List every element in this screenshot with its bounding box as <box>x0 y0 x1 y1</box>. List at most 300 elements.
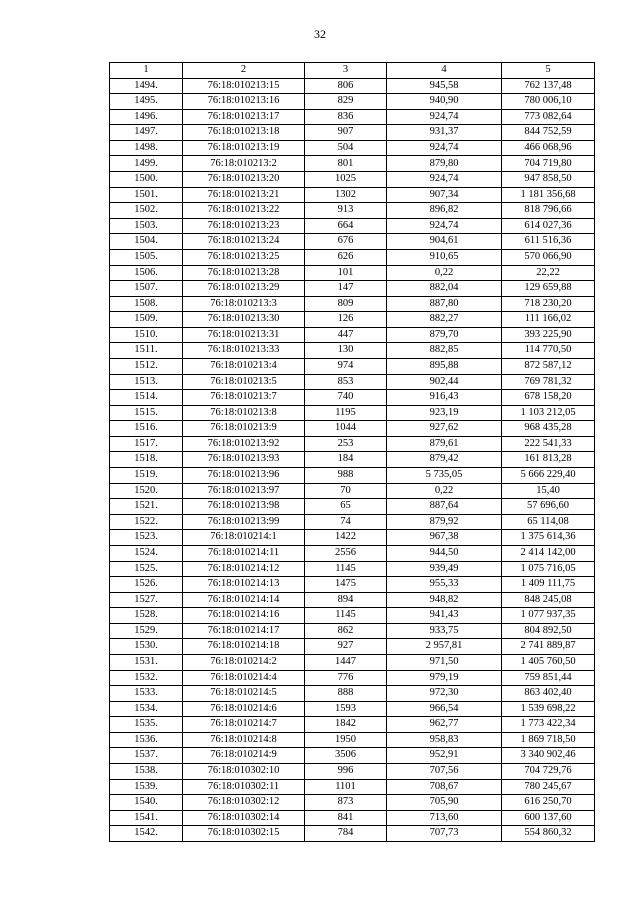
row-number-cell: 1540. <box>110 795 183 811</box>
row-number-cell: 1529. <box>110 623 183 639</box>
value-cell: 704 719,80 <box>502 156 595 172</box>
value-cell: 762 137,48 <box>502 78 595 94</box>
value-cell: 818 796,66 <box>502 203 595 219</box>
cadastral-number-cell: 76:18:010214:1 <box>183 530 305 546</box>
area-cell: 147 <box>305 281 387 297</box>
cadastral-number-cell: 76:18:010213:17 <box>183 109 305 125</box>
area-cell: 907 <box>305 125 387 141</box>
value-cell: 780 006,10 <box>502 94 595 110</box>
rate-cell: 907,34 <box>387 187 502 203</box>
area-cell: 626 <box>305 249 387 265</box>
row-number-cell: 1517. <box>110 436 183 452</box>
value-cell: 5 666 229,40 <box>502 468 595 484</box>
table-row <box>110 608 595 624</box>
table-row <box>110 327 595 343</box>
value-cell: 780 245,67 <box>502 779 595 795</box>
row-number-cell: 1531. <box>110 654 183 670</box>
table-row <box>110 187 595 203</box>
area-cell: 873 <box>305 795 387 811</box>
rate-cell: 940,90 <box>387 94 502 110</box>
rate-cell: 927,62 <box>387 421 502 437</box>
rate-cell: 0,22 <box>387 483 502 499</box>
cadastral-number-cell: 76:18:010213:5 <box>183 374 305 390</box>
data-table <box>109 62 595 842</box>
table-row <box>110 452 595 468</box>
value-cell: 1 869 718,50 <box>502 732 595 748</box>
value-cell: 769 781,32 <box>502 374 595 390</box>
rate-cell: 923,19 <box>387 405 502 421</box>
cadastral-number-cell: 76:18:010214:4 <box>183 670 305 686</box>
area-cell: 253 <box>305 436 387 452</box>
value-cell: 863 402,40 <box>502 686 595 702</box>
row-number-cell: 1501. <box>110 187 183 203</box>
row-number-cell: 1505. <box>110 249 183 265</box>
cadastral-number-cell: 76:18:010213:33 <box>183 343 305 359</box>
area-cell: 1950 <box>305 732 387 748</box>
area-cell: 1422 <box>305 530 387 546</box>
row-number-cell: 1515. <box>110 405 183 421</box>
cadastral-number-cell: 76:18:010213:15 <box>183 78 305 94</box>
cadastral-number-cell: 76:18:010213:21 <box>183 187 305 203</box>
rate-cell: 0,22 <box>387 265 502 281</box>
area-cell: 1195 <box>305 405 387 421</box>
rate-cell: 916,43 <box>387 390 502 406</box>
table-row <box>110 530 595 546</box>
cadastral-number-cell: 76:18:010302:14 <box>183 810 305 826</box>
area-cell: 740 <box>305 390 387 406</box>
row-number-cell: 1537. <box>110 748 183 764</box>
row-number-cell: 1541. <box>110 810 183 826</box>
row-number-cell: 1524. <box>110 545 183 561</box>
rate-cell: 979,19 <box>387 670 502 686</box>
row-number-cell: 1497. <box>110 125 183 141</box>
table-row <box>110 561 595 577</box>
cadastral-number-cell: 76:18:010214:8 <box>183 732 305 748</box>
value-cell: 161 813,28 <box>502 452 595 468</box>
rate-cell: 952,91 <box>387 748 502 764</box>
rate-cell: 939,49 <box>387 561 502 577</box>
cadastral-number-cell: 76:18:010213:7 <box>183 390 305 406</box>
rate-cell: 931,37 <box>387 125 502 141</box>
area-cell: 126 <box>305 312 387 328</box>
value-cell: 3 340 902,46 <box>502 748 595 764</box>
table-row <box>110 436 595 452</box>
row-number-cell: 1507. <box>110 281 183 297</box>
value-cell: 1 075 716,05 <box>502 561 595 577</box>
value-cell: 222 541,33 <box>502 436 595 452</box>
cadastral-number-cell: 76:18:010213:99 <box>183 514 305 530</box>
rate-cell: 962,77 <box>387 717 502 733</box>
area-cell: 894 <box>305 592 387 608</box>
table-row <box>110 421 595 437</box>
cadastral-number-cell: 76:18:010213:24 <box>183 234 305 250</box>
cadastral-number-cell: 76:18:010302:12 <box>183 795 305 811</box>
table-row <box>110 125 595 141</box>
table-row <box>110 795 595 811</box>
area-cell: 1101 <box>305 779 387 795</box>
area-cell: 888 <box>305 686 387 702</box>
area-cell: 862 <box>305 623 387 639</box>
cadastral-number-cell: 76:18:010213:3 <box>183 296 305 312</box>
rate-cell: 887,80 <box>387 296 502 312</box>
table-row <box>110 764 595 780</box>
cadastral-number-cell: 76:18:010213:19 <box>183 140 305 156</box>
area-cell: 1145 <box>305 561 387 577</box>
row-number-cell: 1533. <box>110 686 183 702</box>
column-header: 1 <box>110 63 183 79</box>
area-cell: 676 <box>305 234 387 250</box>
table-row <box>110 109 595 125</box>
table-row <box>110 218 595 234</box>
cadastral-number-cell: 76:18:010213:2 <box>183 156 305 172</box>
table-row <box>110 810 595 826</box>
value-cell: 773 082,64 <box>502 109 595 125</box>
area-cell: 913 <box>305 203 387 219</box>
area-cell: 447 <box>305 327 387 343</box>
row-number-cell: 1494. <box>110 78 183 94</box>
row-number-cell: 1504. <box>110 234 183 250</box>
table-row <box>110 94 595 110</box>
value-cell: 804 892,50 <box>502 623 595 639</box>
area-cell: 1044 <box>305 421 387 437</box>
rate-cell: 902,44 <box>387 374 502 390</box>
table-row <box>110 654 595 670</box>
value-cell: 1 409 111,75 <box>502 577 595 593</box>
cadastral-number-cell: 76:18:010214:5 <box>183 686 305 702</box>
value-cell: 968 435,28 <box>502 421 595 437</box>
table-row <box>110 577 595 593</box>
cadastral-number-cell: 76:18:010214:11 <box>183 545 305 561</box>
area-cell: 1302 <box>305 187 387 203</box>
table-row <box>110 296 595 312</box>
table-row <box>110 234 595 250</box>
rate-cell: 910,65 <box>387 249 502 265</box>
area-cell: 784 <box>305 826 387 842</box>
area-cell: 806 <box>305 78 387 94</box>
row-number-cell: 1525. <box>110 561 183 577</box>
cadastral-number-cell: 76:18:010213:8 <box>183 405 305 421</box>
value-cell: 718 230,20 <box>502 296 595 312</box>
value-cell: 1 077 937,35 <box>502 608 595 624</box>
rate-cell: 882,85 <box>387 343 502 359</box>
table-row <box>110 78 595 94</box>
table-row <box>110 670 595 686</box>
cadastral-number-cell: 76:18:010213:22 <box>183 203 305 219</box>
area-cell: 996 <box>305 764 387 780</box>
cadastral-number-cell: 76:18:010213:98 <box>183 499 305 515</box>
row-number-cell: 1496. <box>110 109 183 125</box>
table-row <box>110 265 595 281</box>
cadastral-number-cell: 76:18:010214:14 <box>183 592 305 608</box>
table-row <box>110 249 595 265</box>
rate-cell: 948,82 <box>387 592 502 608</box>
row-number-cell: 1530. <box>110 639 183 655</box>
area-cell: 2556 <box>305 545 387 561</box>
table-row <box>110 779 595 795</box>
table-row <box>110 312 595 328</box>
value-cell: 15,40 <box>502 483 595 499</box>
area-cell: 664 <box>305 218 387 234</box>
row-number-cell: 1513. <box>110 374 183 390</box>
value-cell: 844 752,59 <box>502 125 595 141</box>
rate-cell: 5 735,05 <box>387 468 502 484</box>
cadastral-number-cell: 76:18:010213:23 <box>183 218 305 234</box>
table-row <box>110 468 595 484</box>
rate-cell: 895,88 <box>387 358 502 374</box>
rate-cell: 879,92 <box>387 514 502 530</box>
row-number-cell: 1542. <box>110 826 183 842</box>
page-number: 32 <box>314 27 326 41</box>
value-cell: 848 245,08 <box>502 592 595 608</box>
rate-cell: 882,27 <box>387 312 502 328</box>
value-cell: 393 225,90 <box>502 327 595 343</box>
cadastral-number-cell: 76:18:010213:92 <box>183 436 305 452</box>
row-number-cell: 1512. <box>110 358 183 374</box>
value-cell: 759 851,44 <box>502 670 595 686</box>
area-cell: 801 <box>305 156 387 172</box>
rate-cell: 904,61 <box>387 234 502 250</box>
value-cell: 614 027,36 <box>502 218 595 234</box>
area-cell: 853 <box>305 374 387 390</box>
table-row <box>110 203 595 219</box>
value-cell: 600 137,60 <box>502 810 595 826</box>
value-cell: 611 516,36 <box>502 234 595 250</box>
area-cell: 841 <box>305 810 387 826</box>
cadastral-number-cell: 76:18:010213:4 <box>183 358 305 374</box>
table-row <box>110 156 595 172</box>
cadastral-number-cell: 76:18:010214:9 <box>183 748 305 764</box>
area-cell: 1475 <box>305 577 387 593</box>
row-number-cell: 1499. <box>110 156 183 172</box>
cadastral-number-cell: 76:18:010302:10 <box>183 764 305 780</box>
cadastral-number-cell: 76:18:010214:13 <box>183 577 305 593</box>
cadastral-number-cell: 76:18:010214:7 <box>183 717 305 733</box>
area-cell: 184 <box>305 452 387 468</box>
cadastral-number-cell: 76:18:010213:20 <box>183 172 305 188</box>
rate-cell: 971,50 <box>387 654 502 670</box>
table-row <box>110 686 595 702</box>
rate-cell: 944,50 <box>387 545 502 561</box>
cadastral-number-cell: 76:18:010213:29 <box>183 281 305 297</box>
row-number-cell: 1511. <box>110 343 183 359</box>
value-cell: 22,22 <box>502 265 595 281</box>
cadastral-number-cell: 76:18:010213:28 <box>183 265 305 281</box>
cadastral-number-cell: 76:18:010213:9 <box>183 421 305 437</box>
area-cell: 70 <box>305 483 387 499</box>
rate-cell: 945,58 <box>387 78 502 94</box>
area-cell: 1145 <box>305 608 387 624</box>
row-number-cell: 1498. <box>110 140 183 156</box>
value-cell: 678 158,20 <box>502 390 595 406</box>
rate-cell: 958,83 <box>387 732 502 748</box>
value-cell: 1 103 212,05 <box>502 405 595 421</box>
rate-cell: 713,60 <box>387 810 502 826</box>
area-cell: 3506 <box>305 748 387 764</box>
area-cell: 927 <box>305 639 387 655</box>
table-row <box>110 748 595 764</box>
rate-cell: 879,61 <box>387 436 502 452</box>
rate-cell: 707,73 <box>387 826 502 842</box>
value-cell: 111 166,02 <box>502 312 595 328</box>
row-number-cell: 1514. <box>110 390 183 406</box>
table-row <box>110 140 595 156</box>
cadastral-number-cell: 76:18:010214:18 <box>183 639 305 655</box>
row-number-cell: 1528. <box>110 608 183 624</box>
rate-cell: 955,33 <box>387 577 502 593</box>
rate-cell: 707,56 <box>387 764 502 780</box>
table-row <box>110 514 595 530</box>
cadastral-number-cell: 76:18:010302:11 <box>183 779 305 795</box>
area-cell: 65 <box>305 499 387 515</box>
row-number-cell: 1535. <box>110 717 183 733</box>
row-number-cell: 1500. <box>110 172 183 188</box>
rate-cell: 887,64 <box>387 499 502 515</box>
cadastral-number-cell: 76:18:010214:16 <box>183 608 305 624</box>
row-number-cell: 1510. <box>110 327 183 343</box>
rate-cell: 933,75 <box>387 623 502 639</box>
value-cell: 947 858,50 <box>502 172 595 188</box>
table-row <box>110 623 595 639</box>
value-cell: 1 181 356,68 <box>502 187 595 203</box>
row-number-cell: 1526. <box>110 577 183 593</box>
column-header: 3 <box>305 63 387 79</box>
rate-cell: 705,90 <box>387 795 502 811</box>
row-number-cell: 1536. <box>110 732 183 748</box>
area-cell: 101 <box>305 265 387 281</box>
area-cell: 1025 <box>305 172 387 188</box>
row-number-cell: 1523. <box>110 530 183 546</box>
rate-cell: 879,80 <box>387 156 502 172</box>
value-cell: 554 860,32 <box>502 826 595 842</box>
table-row <box>110 826 595 842</box>
table-row <box>110 483 595 499</box>
cadastral-number-cell: 76:18:010302:15 <box>183 826 305 842</box>
table-header-row <box>110 63 595 79</box>
cadastral-number-cell: 76:18:010213:30 <box>183 312 305 328</box>
table-row <box>110 732 595 748</box>
row-number-cell: 1502. <box>110 203 183 219</box>
value-cell: 570 066,90 <box>502 249 595 265</box>
rate-cell: 924,74 <box>387 172 502 188</box>
value-cell: 65 114,08 <box>502 514 595 530</box>
row-number-cell: 1495. <box>110 94 183 110</box>
area-cell: 829 <box>305 94 387 110</box>
row-number-cell: 1520. <box>110 483 183 499</box>
table-row <box>110 374 595 390</box>
table-body <box>110 63 595 842</box>
area-cell: 988 <box>305 468 387 484</box>
row-number-cell: 1519. <box>110 468 183 484</box>
row-number-cell: 1522. <box>110 514 183 530</box>
rate-cell: 708,67 <box>387 779 502 795</box>
table-row <box>110 717 595 733</box>
row-number-cell: 1534. <box>110 701 183 717</box>
row-number-cell: 1521. <box>110 499 183 515</box>
cadastral-number-cell: 76:18:010213:25 <box>183 249 305 265</box>
cadastral-number-cell: 76:18:010214:17 <box>183 623 305 639</box>
cadastral-number-cell: 76:18:010214:6 <box>183 701 305 717</box>
table-row <box>110 499 595 515</box>
table-row <box>110 343 595 359</box>
area-cell: 130 <box>305 343 387 359</box>
rate-cell: 967,38 <box>387 530 502 546</box>
cadastral-number-cell: 76:18:010213:16 <box>183 94 305 110</box>
area-cell: 974 <box>305 358 387 374</box>
cadastral-number-cell: 76:18:010214:12 <box>183 561 305 577</box>
table-row <box>110 592 595 608</box>
column-header: 2 <box>183 63 305 79</box>
area-cell: 1842 <box>305 717 387 733</box>
area-cell: 836 <box>305 109 387 125</box>
row-number-cell: 1508. <box>110 296 183 312</box>
rate-cell: 924,74 <box>387 218 502 234</box>
rate-cell: 879,42 <box>387 452 502 468</box>
rate-cell: 2 957,81 <box>387 639 502 655</box>
cadastral-number-cell: 76:18:010213:31 <box>183 327 305 343</box>
area-cell: 1593 <box>305 701 387 717</box>
cadastral-number-cell: 76:18:010213:96 <box>183 468 305 484</box>
table-row <box>110 545 595 561</box>
row-number-cell: 1527. <box>110 592 183 608</box>
table-row <box>110 281 595 297</box>
table-row <box>110 390 595 406</box>
rate-cell: 879,70 <box>387 327 502 343</box>
value-cell: 114 770,50 <box>502 343 595 359</box>
column-header: 4 <box>387 63 502 79</box>
cadastral-number-cell: 76:18:010213:97 <box>183 483 305 499</box>
rate-cell: 941,43 <box>387 608 502 624</box>
value-cell: 616 250,70 <box>502 795 595 811</box>
cadastral-number-cell: 76:18:010213:93 <box>183 452 305 468</box>
area-cell: 504 <box>305 140 387 156</box>
value-cell: 466 068,96 <box>502 140 595 156</box>
row-number-cell: 1506. <box>110 265 183 281</box>
row-number-cell: 1503. <box>110 218 183 234</box>
table-row <box>110 639 595 655</box>
table-row <box>110 405 595 421</box>
rate-cell: 972,30 <box>387 686 502 702</box>
rate-cell: 924,74 <box>387 109 502 125</box>
cadastral-number-cell: 76:18:010214:2 <box>183 654 305 670</box>
rate-cell: 924,74 <box>387 140 502 156</box>
value-cell: 57 696,60 <box>502 499 595 515</box>
row-number-cell: 1538. <box>110 764 183 780</box>
value-cell: 129 659,88 <box>502 281 595 297</box>
value-cell: 2 741 889,87 <box>502 639 595 655</box>
area-cell: 1447 <box>305 654 387 670</box>
table-row <box>110 358 595 374</box>
value-cell: 2 414 142,00 <box>502 545 595 561</box>
rate-cell: 896,82 <box>387 203 502 219</box>
value-cell: 1 405 760,50 <box>502 654 595 670</box>
value-cell: 1 773 422,34 <box>502 717 595 733</box>
value-cell: 1 539 698,22 <box>502 701 595 717</box>
table-row <box>110 701 595 717</box>
area-cell: 776 <box>305 670 387 686</box>
cadastral-number-cell: 76:18:010213:18 <box>183 125 305 141</box>
value-cell: 872 587,12 <box>502 358 595 374</box>
row-number-cell: 1539. <box>110 779 183 795</box>
value-cell: 704 729,76 <box>502 764 595 780</box>
area-cell: 74 <box>305 514 387 530</box>
row-number-cell: 1518. <box>110 452 183 468</box>
area-cell: 809 <box>305 296 387 312</box>
row-number-cell: 1532. <box>110 670 183 686</box>
row-number-cell: 1509. <box>110 312 183 328</box>
table-row <box>110 172 595 188</box>
value-cell: 1 375 614,36 <box>502 530 595 546</box>
rate-cell: 966,54 <box>387 701 502 717</box>
